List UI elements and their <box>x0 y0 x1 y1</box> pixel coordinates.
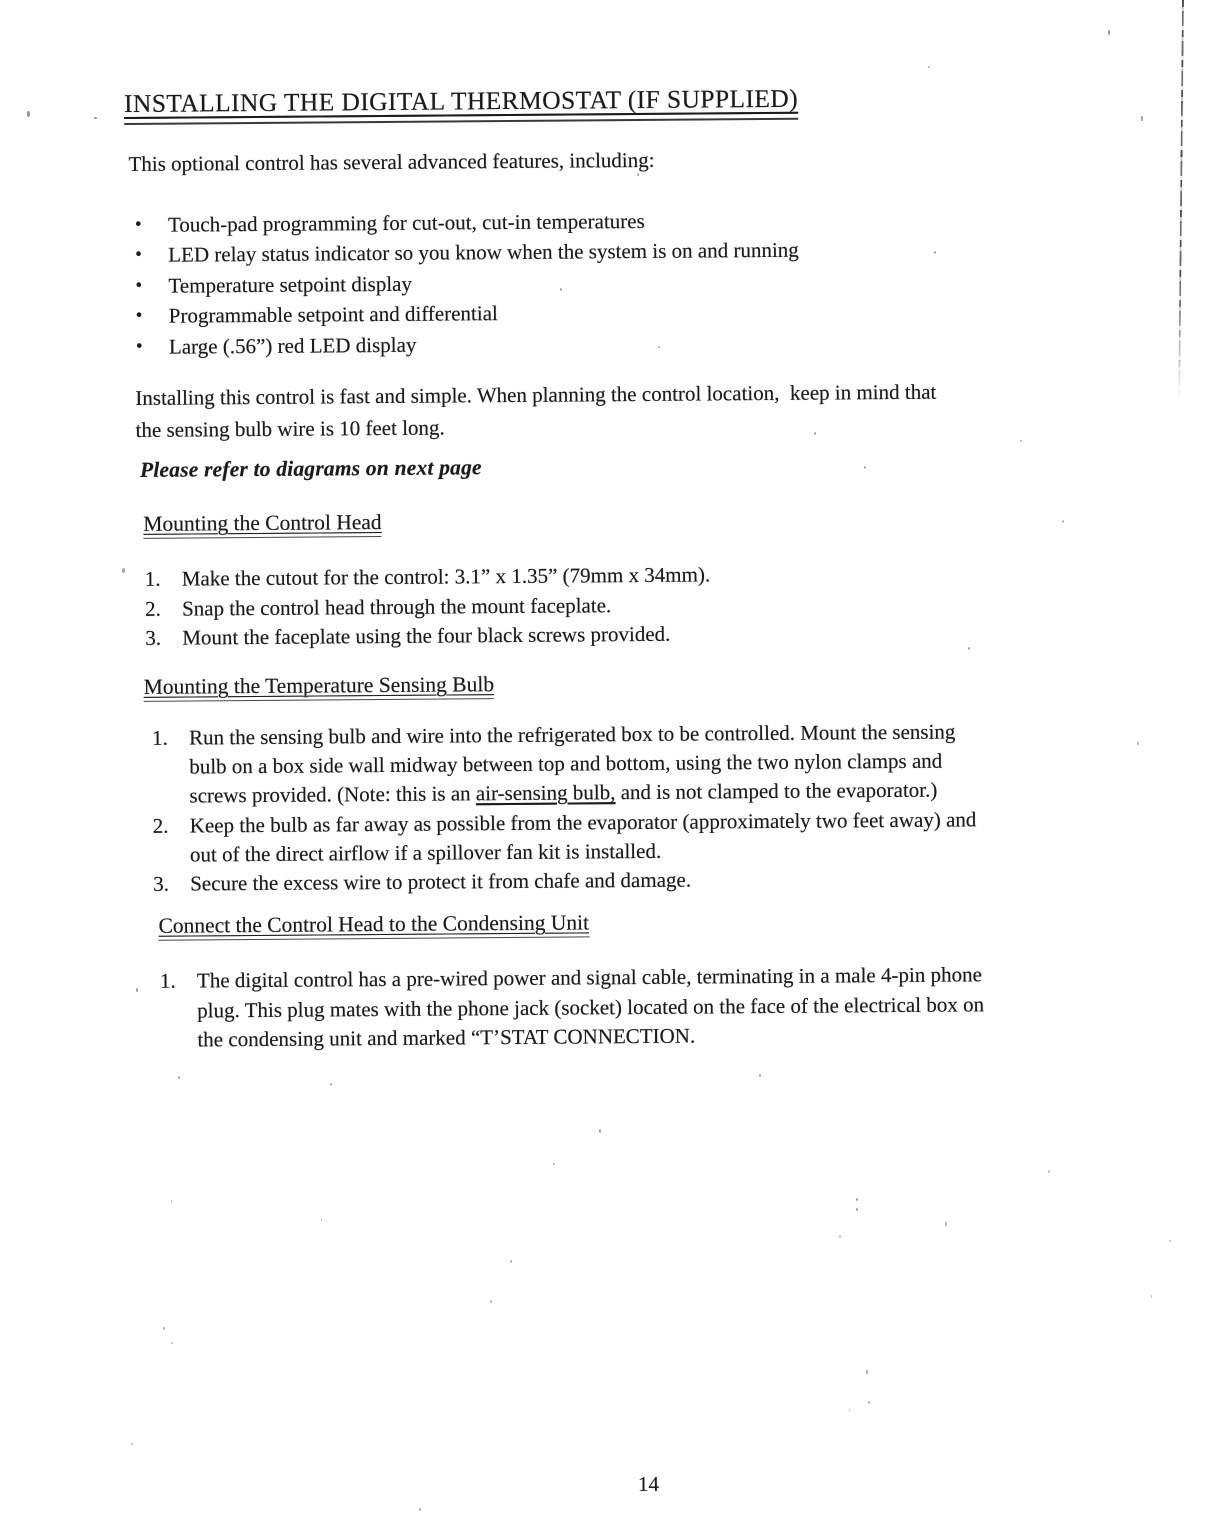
page-number: 14 <box>637 1471 660 1497</box>
line-segment: screws provided. (Note: this is an <box>189 781 476 808</box>
item-number: 2. <box>152 813 169 838</box>
item-number: 3. <box>153 871 170 896</box>
section-heading-connect-control-head: Connect the Control Head to the Condensing Unit <box>158 910 589 940</box>
item-number: 3. <box>145 625 162 651</box>
feature-text: Touch-pad programming for cut-out, cut-in temperatures <box>167 208 645 237</box>
bullet-icon: • <box>135 244 142 266</box>
list-item <box>145 620 711 654</box>
list-item <box>153 805 977 870</box>
list-item <box>145 590 711 624</box>
feature-item <box>134 326 800 362</box>
item-line: The digital control has a pre-wired power and signal cable, terminating in a male 4-pin phone <box>196 962 982 993</box>
section-heading-mounting-sensing-bulb: Mounting the Temperature Sensing Bulb <box>144 672 495 702</box>
item-text: Make the cutout for the control: 3.1” x 1.35” (79mm x 34mm). <box>181 562 711 591</box>
feature-text: LED relay status indicator so you know when the system is on and running <box>168 238 799 268</box>
feature-list <box>133 205 800 362</box>
item-line: Run the sensing bulb and wire into the refrigerated box to be controlled. Mount the sensing <box>188 719 956 750</box>
item-line: Keep the bulb as far away as possible from the evaporator (approximately two feet away) and <box>189 806 977 838</box>
feature-text: Programmable setpoint and differential <box>168 301 498 328</box>
item-text: Secure the excess wire to protect it from chafe and damage. <box>190 867 692 896</box>
list-item <box>145 560 711 594</box>
underlined-phrase: air-sensing bulb, <box>475 780 616 806</box>
intro-paragraph: This optional control has several advanced features, including: <box>128 147 655 176</box>
item-number: 1. <box>151 725 168 750</box>
item-line: plug. This plug mates with the phone jack (socket) located on the face of the electrical box on <box>197 991 985 1023</box>
item-number: 2. <box>144 596 161 621</box>
bullet-icon: • <box>134 213 142 235</box>
item-text: Snap the control head through the mount faceplate. <box>181 592 612 621</box>
item-text: Mount the faceplate using the four black screws provided. <box>182 621 671 650</box>
sensing-bulb-steps <box>152 717 977 899</box>
line-segment: and is not clamped to the evaporator.) <box>615 778 938 805</box>
item-line: bulb on a box side wall midway between top and bottom, using the two nylon clamps and <box>189 748 943 779</box>
item-number: 1. <box>159 968 176 993</box>
bullet-icon: • <box>135 274 143 296</box>
list-item <box>153 863 977 899</box>
install-paragraph <box>135 377 936 446</box>
bullet-icon: • <box>135 305 143 327</box>
feature-text: Large (.56”) red LED display <box>168 332 417 359</box>
page-title: INSTALLING THE DIGITAL THERMOSTAT (IF SUPPLIED) <box>124 84 798 125</box>
feature-text: Temperature setpoint display <box>168 271 413 298</box>
paragraph-line: the sensing bulb wire is 10 feet long. <box>135 415 445 442</box>
list-item <box>160 960 985 1055</box>
item-line: the condensing unit and marked “T’STAT CONNECTION. <box>197 1023 696 1052</box>
bullet-icon: • <box>135 335 143 357</box>
paragraph-line: Installing this control is fast and simple. When planning the control location, keep in mind that <box>135 379 937 410</box>
diagram-note: Please refer to diagrams on next page <box>139 455 482 482</box>
item-number: 1. <box>144 566 161 591</box>
section-heading-mounting-control-head: Mounting the Control Head <box>143 510 381 539</box>
connect-steps <box>160 960 985 1055</box>
list-item <box>152 717 976 811</box>
item-line: out of the direct airflow if a spillover fan kit is installed. <box>189 838 662 867</box>
control-head-steps <box>145 560 711 653</box>
